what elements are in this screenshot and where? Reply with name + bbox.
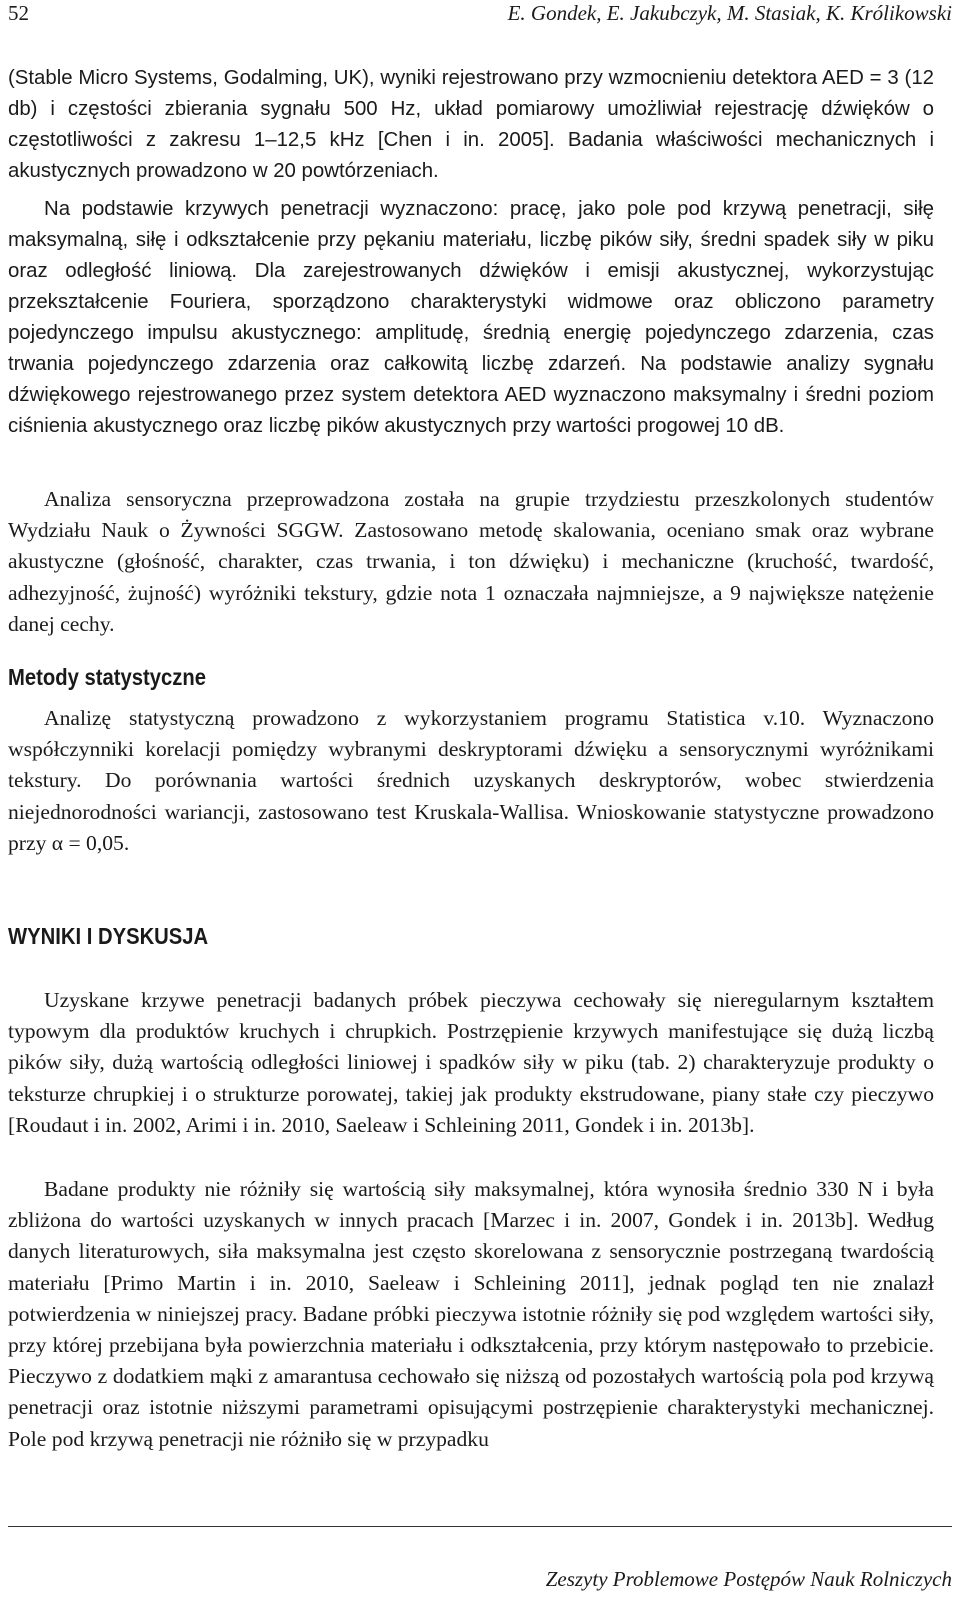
paragraph-penetration-parameters (8, 194, 934, 442)
running-head-authors: E. Gondek, E. Jakubczyk, M. Stasiak, K. Królikowski (507, 1, 952, 25)
acoustic-emission-text: Dla zarejestrowanych dźwięków i emisji akustycznej, wykorzystując przekształcenie Fouriera, sporządzono charakterystyki widmowe oraz obliczono parametry pojedynczego impulsu akustycznego: amplitudę, średnią energię pojedynczego zdarzenia, czas trwania pojedynczego zdarzenia oraz całkowitą liczbę zdarzeń. (8, 260, 934, 375)
journal-footer: Zeszyty Problemowe Postępów Nauk Rolniczych (545, 1567, 952, 1591)
footer-rule (8, 1526, 952, 1527)
sound-pressure-text: Na podstawie analizy sygnału dźwiękowego rejestrowanego przez system detektora AED wyznaczono maksymalny i średni poziom ciśnienia akustycznego oraz liczbę pików akustycznych przy wartości progowej 10 dB. (8, 353, 934, 437)
paragraph-penetration-curves: Uzyskane krzywe penetracji badanych próbek pieczywa cechowały się nieregularnym kształtem typowym dla produktów kruchych i chrupkich. Postrzępienie krzywych manifestujące się dużą liczbą pików siły, dużą wartością odległości liniowej i spadków siły w piku (tab. 2) charakteryzuje produkty o teksturze chrupkiej i o strukturze porowatej, takiej jak produkty ekstrudowane, piany stałe czy pieczywo [Roudaut i in. 2002, Arimi i in. 2010, Saeleaw i Schleining 2011, Gondek i in. 2013b]. (8, 988, 934, 1137)
paragraph-methods-aed: (Stable Micro Systems, Godalming, UK), wyniki rejestrowano przy wzmocnieniu detektora AED = 3 (12 db) i częstości zbierania sygnału 500 Hz, układ pomiarowy umożliwiał rejestrację dźwięków o częstotliwości z zakresu 1–12,5 kHz [Chen i in. 2005]. Badania właściwości mechanicznych i akustycznych prowadzono w 20 powtórzeniach. (8, 67, 934, 182)
paragraph-statistics: Analizę statystyczną prowadzono z wykorzystaniem programu Statistica v.10. Wyznaczono współczynniki korelacji pomiędzy wybranymi deskryptorami dźwięku a sensorycznymi wyróżnikami tekstury. Do porównania wartości średnich uzyskanych deskryptorów, wobec stwierdzenia niejednorodności wariancji, zastosowano test Kruskala-Wallisa. Wnioskowanie statystyczne prowadzono przy α = 0,05. (8, 706, 934, 855)
penetration-text: Na podstawie krzywych penetracji wyznaczono: pracę, jako pole pod krzywą penetracji, siłę maksymalną, siłę i odkształcenie przy pękaniu materiału, liczbę pików siły, średni spadek siły w piku oraz odległość liniową. (8, 198, 934, 282)
paragraph-sensory-analysis: Analiza sensoryczna przeprowadzona została na grupie trzydziestu przeszkolonych studentów Wydziału Nauk o Żywności SGGW. Zastosowano metodę skalowania, oceniano smak oraz wybrane akustyczne (głośność, charakter, czas trwania, i ton dźwięku) i mechaniczne (kruchość, twardość, adhezyjność, żujność) wyróżniki tekstury, gdzie nota 1 oznaczała najmniejsze, a 9 największe natężenie danej cechy. (8, 487, 934, 636)
paragraph-maximum-force: Badane produkty nie różniły się wartością siły maksymalnej, która wynosiła średnio 330 N i była zbliżona do wartości uzyskanych w innych pracach [Marzec i in. 2007, Gondek i in. 2013b]. Według danych literaturowych, siła maksymalna jest często skorelowana z sensorycznie postrzeganą twardością materiału [Primo Martin i in. 2010, Saeleaw i Schleining 2011], jednak pogląd ten nie znalazł potwierdzenia w niniejszej pracy. Badane próbki pieczywa istotnie różniły się pod względem wartości siły, przy której przebijana była powierzchnia materiału i odkształcenia, przy którym następowało to przebicie. Pieczywo z dodatkiem mąki z amarantusa cechowało się niższą od pozostałych wartością pola pod krzywą penetracji oraz istotnie niższymi parametrami opisującymi postrzępienie charakterystyki mechanicznej. Pole pod krzywą penetracji nie różniło się w przypadku (8, 1177, 934, 1451)
running-head (8, 0, 952, 28)
page-number: 52 (8, 1, 29, 25)
section-heading-results: WYNIKI I DYSKUSJA (8, 923, 209, 949)
section-heading-statistical-methods: Metody statystyczne (8, 664, 206, 690)
